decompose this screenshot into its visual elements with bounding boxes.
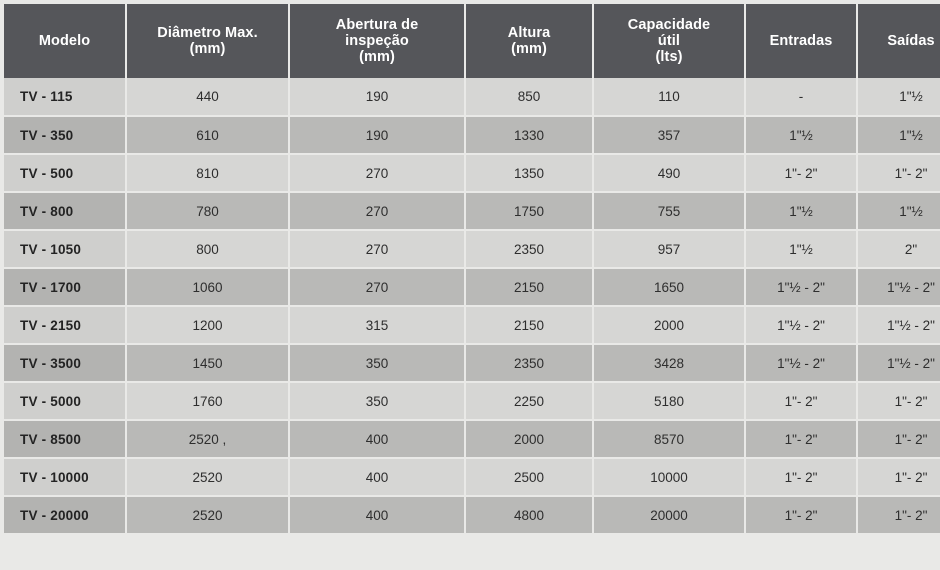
cell-altura: 2150	[465, 306, 593, 344]
cell-capacidade: 3428	[593, 344, 745, 382]
cell-capacidade: 20000	[593, 496, 745, 534]
cell-saidas: 1"- 2"	[857, 382, 940, 420]
cell-abertura: 400	[289, 496, 465, 534]
cell-altura: 4800	[465, 496, 593, 534]
cell-saidas: 2"	[857, 230, 940, 268]
cell-model: TV - 5000	[4, 382, 126, 420]
header-line: Abertura de	[335, 16, 419, 33]
cell-diametro: 2520	[126, 496, 289, 534]
cell-altura: 2250	[465, 382, 593, 420]
cell-altura: 2150	[465, 268, 593, 306]
cell-model: TV - 3500	[4, 344, 126, 382]
cell-entradas: 1"- 2"	[745, 458, 857, 496]
cell-abertura: 400	[289, 458, 465, 496]
cell-model: TV - 350	[4, 116, 126, 154]
table-row	[4, 230, 940, 268]
cell-altura: 2350	[465, 230, 593, 268]
cell-abertura: 270	[289, 154, 465, 192]
cell-diametro: 2520	[126, 458, 289, 496]
table-row	[4, 268, 940, 306]
header-line: Diâmetro Max.	[157, 24, 258, 41]
cell-saidas: 1"- 2"	[857, 496, 940, 534]
cell-entradas: 1"½	[745, 230, 857, 268]
cell-abertura: 190	[289, 116, 465, 154]
cell-capacidade: 490	[593, 154, 745, 192]
cell-diametro: 1450	[126, 344, 289, 382]
cell-capacidade: 10000	[593, 458, 745, 496]
cell-diametro: 2520 ,	[126, 420, 289, 458]
cell-saidas: 1"½	[857, 116, 940, 154]
cell-capacidade: 755	[593, 192, 745, 230]
cell-diametro: 440	[126, 78, 289, 116]
cell-model: TV - 10000	[4, 458, 126, 496]
cell-entradas: 1"- 2"	[745, 496, 857, 534]
cell-diametro: 1060	[126, 268, 289, 306]
header-line: (mm)	[359, 49, 395, 66]
table-row	[4, 382, 940, 420]
cell-entradas: 1"½ - 2"	[745, 268, 857, 306]
table-row	[4, 420, 940, 458]
header-line: útil	[657, 32, 681, 49]
cell-abertura: 270	[289, 268, 465, 306]
cell-diametro: 1200	[126, 306, 289, 344]
cell-entradas: 1"½	[745, 192, 857, 230]
cell-altura: 2000	[465, 420, 593, 458]
table-row	[4, 306, 940, 344]
table-row	[4, 458, 940, 496]
cell-model: TV - 2150	[4, 306, 126, 344]
column-header-abertura-inspecao	[289, 4, 465, 78]
header-line: Saídas	[887, 32, 935, 49]
cell-abertura: 350	[289, 344, 465, 382]
header-line: (mm)	[511, 41, 547, 57]
header-line: Altura	[507, 24, 551, 41]
column-header-altura	[465, 4, 593, 78]
page-footer-margin	[0, 548, 940, 570]
cell-saidas: 1"½	[857, 78, 940, 116]
cell-entradas: 1"½ - 2"	[745, 344, 857, 382]
cell-abertura: 315	[289, 306, 465, 344]
header-line: (mm)	[189, 41, 226, 57]
table-row	[4, 78, 940, 116]
cell-saidas: 1"- 2"	[857, 154, 940, 192]
column-header-entradas	[745, 4, 857, 78]
cell-abertura: 270	[289, 192, 465, 230]
cell-saidas: 1"- 2"	[857, 458, 940, 496]
spec-sheet-page	[0, 4, 940, 570]
cell-saidas: 1"½	[857, 192, 940, 230]
table-row	[4, 496, 940, 534]
table-row	[4, 192, 940, 230]
cell-abertura: 350	[289, 382, 465, 420]
cell-diametro: 810	[126, 154, 289, 192]
column-header-modelo	[4, 4, 126, 78]
table-row	[4, 116, 940, 154]
table-header	[4, 4, 940, 78]
cell-altura: 2500	[465, 458, 593, 496]
cell-entradas: 1"½	[745, 116, 857, 154]
cell-capacidade: 357	[593, 116, 745, 154]
cell-diametro: 800	[126, 230, 289, 268]
cell-capacidade: 8570	[593, 420, 745, 458]
cell-model: TV - 500	[4, 154, 126, 192]
cell-saidas: 1"½ - 2"	[857, 344, 940, 382]
cell-entradas: 1"½ - 2"	[745, 306, 857, 344]
cell-entradas: 1"- 2"	[745, 382, 857, 420]
cell-capacidade: 1650	[593, 268, 745, 306]
header-line: inspeção	[345, 32, 409, 49]
cell-capacidade: 110	[593, 78, 745, 116]
cell-capacidade: 2000	[593, 306, 745, 344]
cell-saidas: 1"½ - 2"	[857, 306, 940, 344]
cell-entradas: -	[745, 78, 857, 116]
cell-entradas: 1"- 2"	[745, 420, 857, 458]
cell-capacidade: 957	[593, 230, 745, 268]
column-header-saidas	[857, 4, 940, 78]
header-line: (lts)	[655, 49, 683, 66]
cell-altura: 1750	[465, 192, 593, 230]
column-header-diametro-max	[126, 4, 289, 78]
cell-model: TV - 1700	[4, 268, 126, 306]
cell-model: TV - 115	[4, 78, 126, 116]
cell-abertura: 270	[289, 230, 465, 268]
cell-altura: 2350	[465, 344, 593, 382]
header-line: Modelo	[38, 32, 91, 49]
cell-diametro: 1760	[126, 382, 289, 420]
cell-model: TV - 20000	[4, 496, 126, 534]
table-row	[4, 344, 940, 382]
table-body	[4, 78, 940, 534]
cell-abertura: 190	[289, 78, 465, 116]
cell-altura: 850	[465, 78, 593, 116]
cell-model: TV - 1050	[4, 230, 126, 268]
cell-capacidade: 5180	[593, 382, 745, 420]
header-row	[4, 4, 940, 78]
cell-altura: 1330	[465, 116, 593, 154]
cell-diametro: 610	[126, 116, 289, 154]
cell-entradas: 1"- 2"	[745, 154, 857, 192]
cell-diametro: 780	[126, 192, 289, 230]
cell-model: TV - 800	[4, 192, 126, 230]
cell-model: TV - 8500	[4, 420, 126, 458]
table-row	[4, 154, 940, 192]
cell-abertura: 400	[289, 420, 465, 458]
specifications-table	[4, 4, 940, 535]
column-header-capacidade-util	[593, 4, 745, 78]
cell-saidas: 1"- 2"	[857, 420, 940, 458]
header-line: Entradas	[769, 32, 833, 49]
cell-saidas: 1"½ - 2"	[857, 268, 940, 306]
cell-altura: 1350	[465, 154, 593, 192]
header-line: Capacidade	[627, 16, 711, 33]
